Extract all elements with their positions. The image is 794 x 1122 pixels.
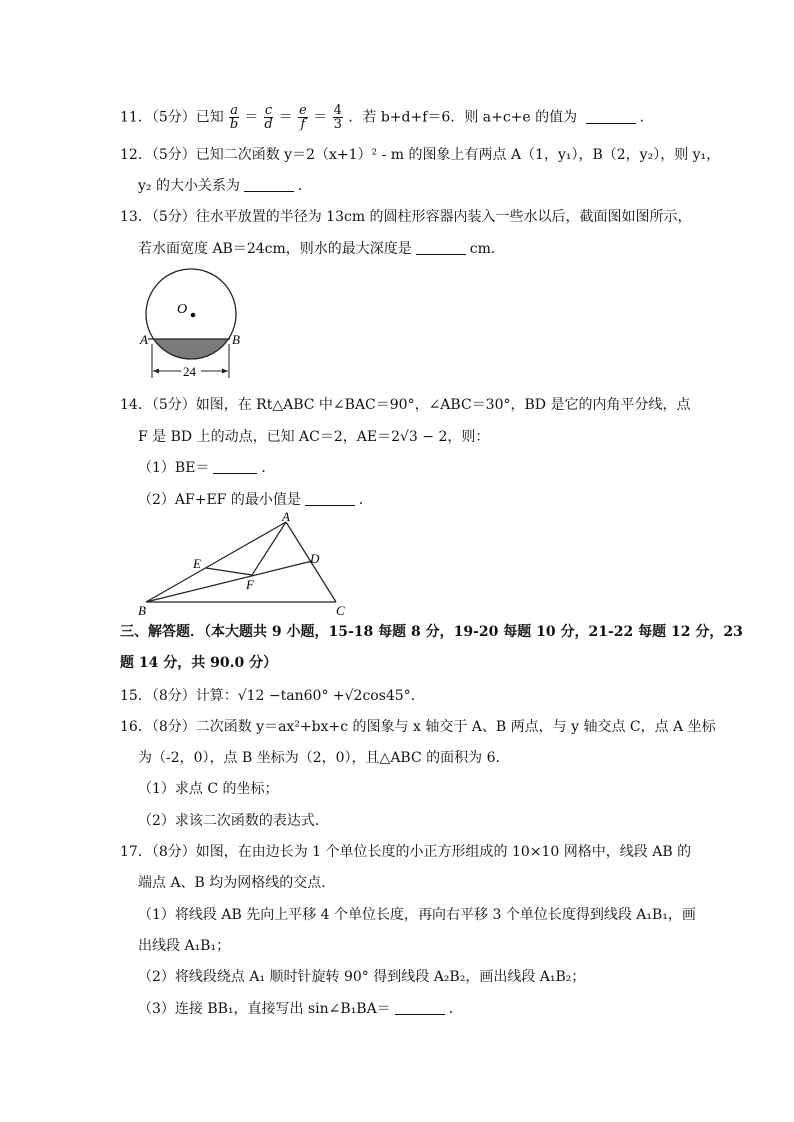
answer-blank [213, 459, 257, 474]
question-14-part2 [138, 490, 373, 510]
equals-sign: ＝ [278, 109, 293, 126]
unit-cm: cm． [469, 241, 505, 257]
question-14-line1: 14．（5分）如图，在 Rt△ABC 中∠BAC＝90°，∠ABC＝30°，BD 是它的内角平分线，点 [120, 397, 691, 413]
segment-ef [206, 568, 252, 575]
question-17-line2: 端点 A、B 均为网格线的交点． [138, 875, 336, 891]
q14-p1-text: （1）BE＝ [138, 460, 210, 476]
equals-sign: ＝ [313, 109, 328, 126]
arrow-left [153, 369, 159, 374]
label-b: B [232, 332, 240, 347]
dim-label-24: 24 [183, 364, 196, 379]
answer-blank [416, 240, 466, 255]
question-17-part1b: 出线段 A₁B₁； [138, 938, 231, 954]
question-17-part3 [138, 999, 463, 1019]
side-ba [146, 522, 286, 602]
question-14-line2: F 是 BD 上的动点，已知 AC＝2，AE＝2√3 − 2，则： [138, 429, 490, 445]
q11-text: ．若 b+d+f＝6．则 a+c+e 的值为 [348, 109, 578, 126]
answer-blank [244, 177, 294, 192]
question-14-part1 [138, 458, 275, 478]
label-o: O [177, 302, 188, 317]
answer-blank [395, 1000, 445, 1015]
period: ． [358, 492, 373, 508]
period: ． [448, 1001, 463, 1017]
triangle-figure [130, 510, 360, 618]
question-17-part1a: （1）将线段 AB 先向上平移 4 个单位长度，再向右平移 3 个单位长度得到线段 A₁B₁，画 [138, 907, 696, 923]
fraction-a-b: $\frac{a}{b}$ [229, 103, 239, 132]
arrow-right [222, 369, 228, 374]
center-point [191, 313, 196, 318]
section-3-heading-line2: 题 14 分，共 90.0 分） [120, 655, 278, 671]
segment-af [252, 522, 286, 575]
label-d: D [310, 551, 320, 566]
question-13-line1: 13．（5分）往水平放置的半径为 13cm 的圆柱形容器内装入一些水以后，截面图如图所示， [120, 209, 692, 225]
question-16-line1: 16．（8分）二次函数 y＝ax²+bx+c 的图象与 x 轴交于 A、B 两点，与 y 轴交点 C，点 A 坐标 [120, 719, 716, 735]
label-e: E [193, 556, 201, 571]
question-11 [120, 104, 654, 131]
question-17-part2: （2）将线段绕点 A₁ 顺时针旋转 90° 得到线段 A₂B₂，画出线段 A₁B₂； [138, 969, 586, 985]
label-b: B [138, 603, 146, 618]
period: ． [639, 109, 654, 126]
period: ． [297, 178, 312, 194]
question-16-part2: （2）求该二次函数的表达式． [138, 813, 329, 829]
question-16-line2: 为（‑2，0），点 B 坐标为（2，0），且△ABC 的面积为 6． [138, 750, 510, 766]
q13-text: 若水面宽度 AB＝24cm，则水的最大深度是 [138, 241, 412, 257]
fraction-e-f: $\frac{e}{f}$ [299, 103, 307, 132]
label-f: F [246, 577, 254, 592]
equals-sign: ＝ [244, 109, 259, 126]
q11-number: 11．（5分）已知 [120, 109, 224, 126]
q17-p3-text: （3）连接 BB₁，直接写出 sin∠B₁BA＝ [138, 1001, 391, 1017]
circle-water-figure [138, 268, 248, 384]
label-c: C [336, 603, 345, 618]
fraction-4-3: $\frac{4}{3}$ [333, 103, 342, 132]
label-a: A [140, 332, 148, 347]
question-12-line1: 12．（5分）已知二次函数 y＝2（x+1）² ‑ m 的图象上有两点 A（1，y₁），B（2，y₂），则 y₁， [120, 147, 721, 163]
fraction-c-d: $\frac{c}{d}$ [264, 103, 273, 132]
period: ． [261, 460, 276, 476]
bisector-bd [146, 561, 312, 602]
question-12-line2 [138, 176, 312, 196]
question-15: 15．（8分）计算：√12 −tan60° +√2cos45°． [120, 688, 425, 704]
question-16-part1: （1）求点 C 的坐标； [138, 781, 279, 797]
question-17-line1: 17．（8分）如图，在由边长为 1 个单位长度的小正方形组成的 10×10 网格中，线段 AB 的 [120, 844, 692, 860]
question-13-line2 [138, 239, 505, 259]
section-3-heading-line1: 三、解答题．（本大题共 9 小题，15‑18 每题 8 分，19‑20 每题 10 分，21‑22 每题 12 分，23 [120, 624, 743, 640]
label-a: A [282, 510, 290, 524]
q14-p2-text: （2）AF+EF 的最小值是 [138, 492, 301, 508]
answer-blank [305, 491, 355, 506]
answer-blank [586, 109, 636, 124]
q12-text: y₂ 的大小关系为 [138, 178, 240, 194]
